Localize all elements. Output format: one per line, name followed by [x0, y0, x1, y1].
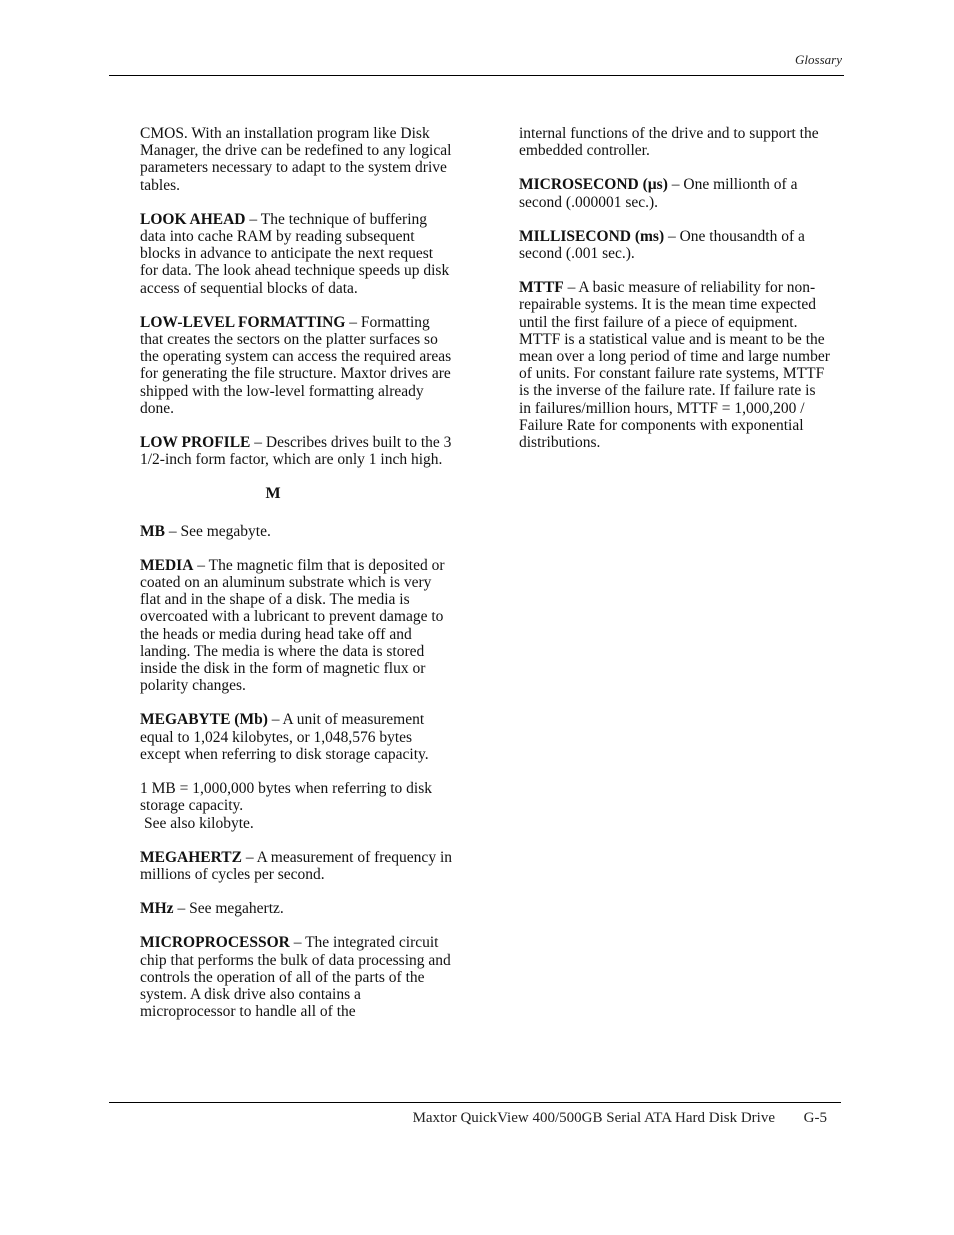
definition: – A basic measure of reliability for non-repairable systems. It is the mean time expected until the first failure of a piece of equipment. MTTF is a statistical value and is meant to be the mean over a long period of time and large number of units. For constant failure rate systems, MTTF is the inverse of the failure rate. If failure rate is in failures/million hours, MTTF = 1,000,200 / Failure Rate for components with exponential distributions. [519, 279, 830, 452]
entry-media [140, 557, 452, 695]
entry-mhz [140, 900, 452, 917]
entry-mb [140, 523, 452, 540]
term: LOW PROFILE [140, 434, 251, 452]
definition: – A measurement of frequency in millions of cycles per second. [140, 848, 452, 883]
note-line: See also kilobyte. [144, 814, 254, 832]
term: MHz [140, 900, 174, 918]
definition: – See megahertz. [173, 900, 284, 918]
running-header: Glossary [795, 52, 842, 67]
entry-low-profile [140, 434, 452, 468]
header-rule [109, 75, 844, 76]
entry-microprocessor [140, 934, 452, 1020]
definition: – The magnetic film that is deposited or coated on an aluminum substrate which is very flat and in the shape of a disk. The media is overcoated with a lubricant to prevent damage to the heads or media during head take off and landing. The media is where the data is stored inside the disk in the form of magnetic flux or polarity changes. [140, 556, 445, 695]
entry-low-level-formatting [140, 314, 452, 417]
term: LOW-LEVEL FORMATTING [140, 313, 346, 331]
definition: – The integrated circuit chip that performs the bulk of data processing and controls the operation of all of the parts of the system. A disk drive also contains a microprocessor to handle all of the [140, 934, 451, 1021]
footer-title: Maxtor QuickView 400/500GB Serial ATA Hard Disk Drive [412, 1110, 775, 1126]
cmos-continuation: CMOS. With an installation program like Disk Manager, the drive can be redefined to any logical parameters necessary to adapt to the system drive tables. [140, 125, 452, 194]
term: MILLISECOND (ms) [519, 227, 665, 245]
term: MICROPROCESSOR [140, 934, 290, 952]
definition: – One millionth of a second (.000001 sec.). [519, 176, 798, 211]
left-column [140, 125, 452, 1037]
term: MEGABYTE (Mb) [140, 711, 268, 729]
term: LOOK AHEAD [140, 210, 246, 228]
definition: – Formatting that creates the sectors on the platter surfaces so the operating system can access the required areas for generating the file structure. Maxtor drives are shipped with the low-level formatting already done. [140, 313, 452, 417]
definition: – A unit of measurement equal to 1,024 kilobytes, or 1,048,576 bytes except when referring to disk storage capacity. [140, 711, 429, 763]
right-column [519, 125, 831, 468]
entry-mttf [519, 279, 831, 451]
megabyte-note [140, 780, 452, 832]
entry-megabyte [140, 711, 452, 763]
entry-microsecond [519, 176, 831, 210]
term: MEGAHERTZ [140, 848, 242, 866]
page-number: G-5 [803, 1110, 827, 1126]
footer-rule [109, 1102, 841, 1103]
entry-megahertz [140, 849, 452, 883]
entry-millisecond [519, 228, 831, 262]
term: MB [140, 522, 165, 540]
term: MEDIA [140, 556, 194, 574]
term: MICROSECOND (µs) [519, 176, 668, 194]
definition: – One thousandth of a second (.001 sec.). [519, 227, 805, 263]
definition: – See megabyte. [164, 522, 271, 540]
term: MTTF [519, 279, 564, 297]
definition: – The technique of buffering data into cache RAM by reading subsequent blocks in advance to anticipate the next request for data. The look ahead technique speeds up disk access of sequential blocks of data. [140, 210, 450, 297]
definition: – Describes drives built to the 3 1/2-inch form factor, which are only 1 inch high. [140, 434, 452, 469]
entry-look-ahead [140, 211, 452, 297]
microprocessor-continuation: internal functions of the drive and to support the embedded controller. [519, 125, 819, 160]
note-line: 1 MB = 1,000,000 bytes when referring to disk storage capacity. [140, 780, 433, 815]
section-letter: M [265, 485, 281, 503]
